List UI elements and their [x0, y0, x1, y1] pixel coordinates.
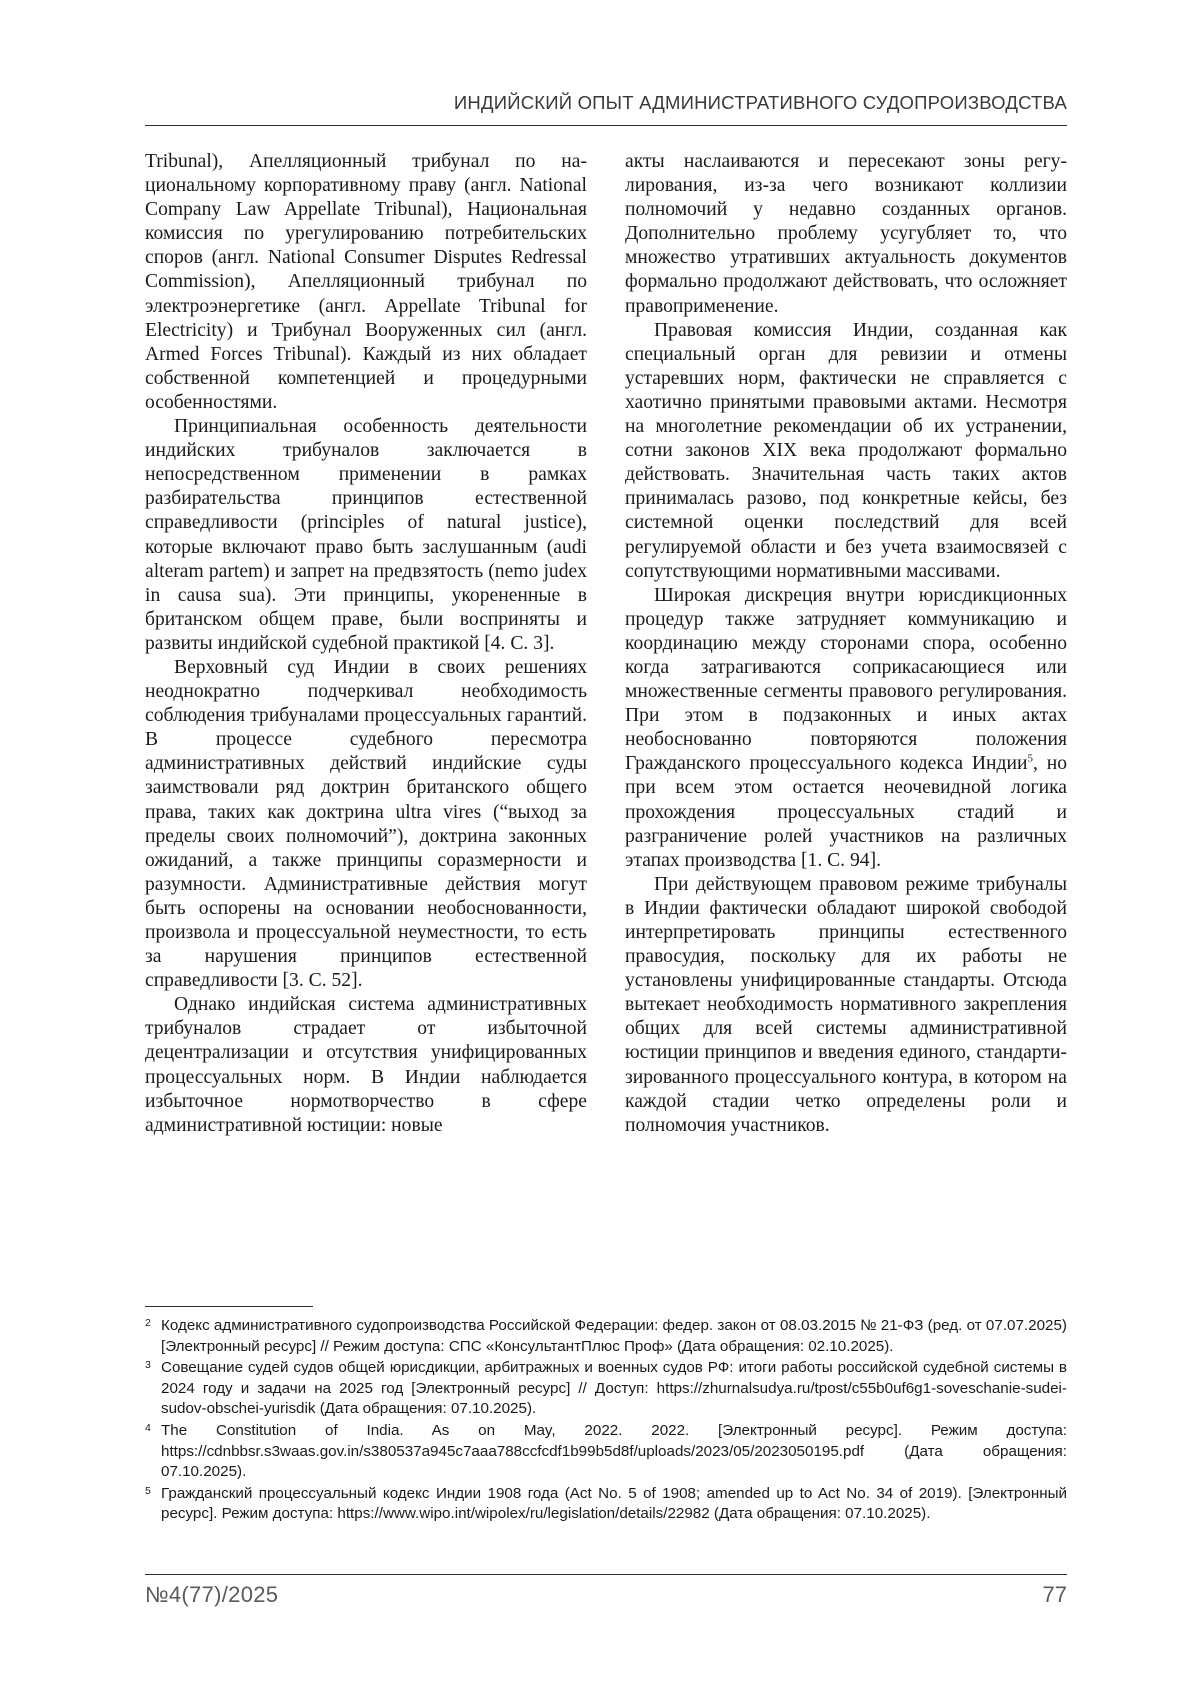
paragraph: Принципиальная особенность деятельности индийских трибуналов заключается в непосредственном применении в рамках разбирательства принципов естественной справедливости (principles of natural justice), которые включают право быть заслушанным (audi alteram partem) и запрет на предвзятость (nemo judex in causa sua). Эти принципы, укорененные в британском общем праве, были восприняты и развиты индийской судебной практикой [4. С. 3]. — [145, 416, 587, 654]
footnote-text: Гражданский процессуальный кодекс Индии 1908 года (Act No. 5 of 1908; amended up to Act No. 34 of 2019). [Электронный ресурс]. Режим доступа: https://www.wipo.int/wipolex/ru/legislation/details/22982 (Дата обращения: 07.10.2025). — [161, 1484, 1067, 1523]
header-rule — [145, 125, 1067, 126]
paragraph-text: , но при всем этом остается неочевидной логика прохождения процессуальных стадий и разграничение ролей участников на различных этапах производства [1. С. 94]. — [625, 753, 1067, 871]
paragraph: акты наслаиваются и пересекают зоны регулирования, из-за чего возникают коллизии полномочий у недавно созданных органов. Дополнительно проблему усугубляет то, что множество утративших актуальность документов формально продолжают действовать, что осложняет правоприменение. — [625, 151, 1067, 317]
footnotes — [145, 1316, 1067, 1526]
paragraph: Правовая комиссия Индии, созданная как специальный орган для ревизии и отмены устаревших норм, фактически не справляется с хаотично принятыми правовыми актами. Несмотря на многолетние рекомендации об их устранении, сотни законов XIX века продолжают формально действовать. Значительная часть таких актов принималась разово, под конкретные кейсы, без системной оценки последствий для всей регулируемой области и без учета взаимосвязей с сопутствующими нормативными массивами. — [625, 319, 1067, 582]
paragraph-text: Широкая дискреция внутри юрисдикционных процедур также затрудняет коммуникацию и координацию между сторонами спора, особенно когда затрагиваются соприкасающиеся или множественные сегменты правового регулирования. При этом в подзаконных и иных актах необоснованно повторяются положения Гражданского процессуального кодекса Индии — [625, 584, 1067, 775]
paragraph: Однако индийская система административных трибуналов страдает от избыточной децентрализации и отсутствия унифицированных процессуальных норм. В Индии наблюдается избыточное нормотворчество в сфере административной юстиции: новые — [145, 994, 587, 1136]
footnote-text: Совещание судей судов общей юрисдикции, арбитражных и военных судов РФ: итоги работы российской судебной системы в 2024 году и задачи на 2025 год [Электронный ресурс] // Доступ: https://zhurnalsudya.ru/tpost/c55b0uf6g1-soveschanie-sudei-sudov-obschei-yurisdik (Дата обращения: 07.10.2025). — [161, 1359, 1067, 1418]
footnote — [145, 1484, 1067, 1525]
footnote — [145, 1316, 1067, 1357]
footnote-text: The Constitution of India. As on May, 2022. 2022. [Электронный ресурс]. Режим доступа: https://cdnbbsr.s3waas.gov.in/s380537a945c7aaa788ccfcdf1b99b5d8f/uploads/2023/05/2023050195.pdf (Дата обращения: 07.10.2025). — [161, 1421, 1067, 1481]
paragraph: Tribunal), Апелляционный трибунал по национальному корпоративному праву (англ. National Company Law Appellate Tribunal), Национальная комиссия по урегулированию потребительских споров (англ. National Consumer Disputes Redressal Commission), Апелляционный трибунал по электроэнергетике (англ. Appellate Tribunal for Electricity) и Трибунал Вооруженных сил (англ. Armed Forces Tribunal). Каждый из них обладает собственной компетенцией и процедурными особенностями. — [145, 151, 587, 413]
footnote-number: 5 — [145, 1484, 151, 1497]
footer-rule — [145, 1574, 1067, 1575]
paragraph: Верховный суд Индии в своих решениях неоднократно подчеркивал необходимость соблюдения трибуналами процессуальных гарантий. В процессе судебного пересмотра административных действий индийские суды заимствовали ряд доктрин британского общего права, таких как доктрина ultra vires (“выход за пределы своих полномочий”), доктрина законных ожиданий, а также принципы соразмерности и разумности. Административные действия могут быть оспорены на основании необоснованности, произвола и процессуальной неуместности, то есть за нарушения принципов естественной справедливости [3. С. 52]. — [145, 656, 587, 992]
issue-number: №4(77)/2025 — [145, 1582, 279, 1607]
paragraph — [625, 584, 1067, 873]
running-title: ИНДИЙСКИЙ ОПЫТ АДМИНИСТРАТИВНОГО СУДОПРОИЗВОДСТВА — [453, 92, 1067, 113]
footnote — [145, 1358, 1067, 1420]
right-column — [625, 150, 1067, 1138]
footnote-rule — [145, 1306, 313, 1307]
left-column — [145, 150, 587, 1138]
footnote-number: 4 — [145, 1421, 151, 1434]
footnote-text: Кодекс административного судопроизводства Российской Федерации: федер. закон от 08.03.2015 № 21-ФЗ (ред. от 07.07.2025) [Электронный ресурс] // Режим доступа: СПС «КонсультантПлюс Проф» (Дата обращения: 02.10.2025). — [161, 1317, 1067, 1355]
footnote-ref[interactable]: 5 — [1027, 752, 1033, 765]
footnote-number: 3 — [145, 1359, 151, 1372]
paragraph: При действующем правовом режиме трибуналы в Индии фактически обладают широкой свободой интерпретировать принципы естественного правосудия, поскольку для их работы не установлены унифицированные стандарты. Отсюда вытекает необходимость нормативного закрепления общих для всей системы административной юстиции принципов и введения единого, стандартизированного процессуального контура, в котором на каждой стадии четко определены роли и полномочия участников. — [625, 873, 1067, 1136]
footnote — [145, 1421, 1067, 1483]
footnote-number: 2 — [145, 1317, 151, 1329]
page-number: 77 — [1042, 1582, 1067, 1607]
